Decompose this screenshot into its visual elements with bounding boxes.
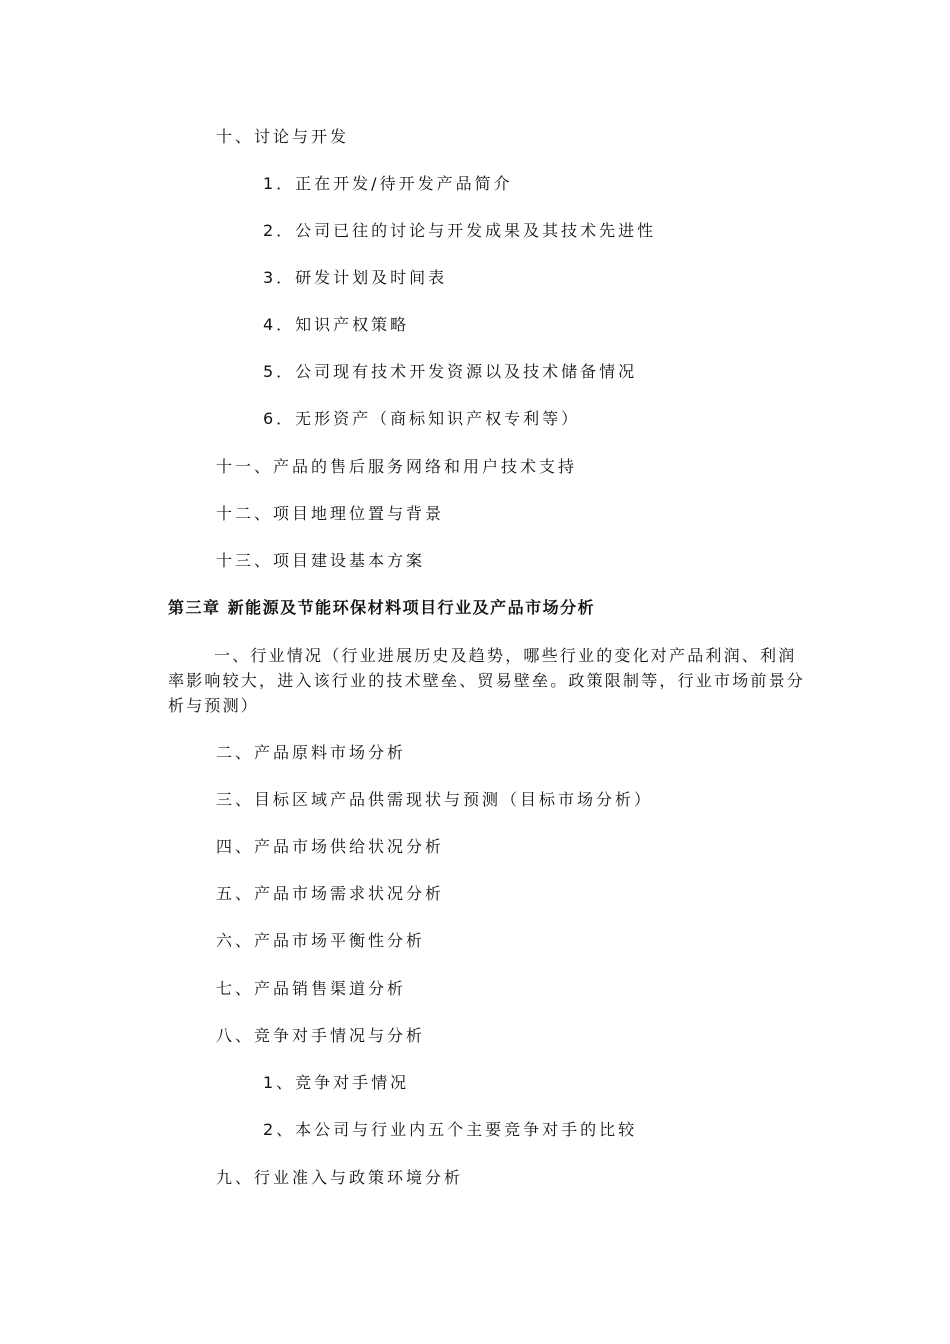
section-10-item-5: 5．公司现有技术开发资源以及技术储备情况 — [263, 362, 638, 381]
section-12-title: 十二、项目地理位置与背景 — [216, 504, 445, 523]
section-13-title: 十三、项目建设基本方案 — [216, 551, 426, 570]
section-10-item-3: 3．研发计划及时间表 — [263, 268, 448, 287]
section-10-item-1: 1．正在开发/待开发产品简介 — [263, 174, 513, 193]
section-10-item-2: 2．公司已往的讨论与开发成果及其技术先进性 — [263, 221, 657, 240]
chapter-3-intro-paragraph: 一、行业情况（行业进展历史及趋势，哪些行业的变化对产品利润、利润率影响较大，进入该行业的技术壁垒、贸易壁垒。政策限制等，行业市场前景分析与预测） — [168, 646, 806, 715]
section-10-item-4: 4．知识产权策略 — [263, 315, 410, 334]
chapter-3-item-8: 八、竞争对手情况与分析 — [216, 1026, 426, 1045]
chapter-3-item-6: 六、产品市场平衡性分析 — [216, 931, 426, 950]
chapter-3-heading: 第三章 新能源及节能环保材料项目行业及产品市场分析 — [168, 598, 596, 617]
chapter-3-sub-item-1: 1、竞争对手情况 — [263, 1073, 410, 1092]
section-10-item-6: 6．无形资产（商标知识产权专利等） — [263, 409, 581, 428]
chapter-3-item-2: 二、产品原料市场分析 — [216, 743, 407, 762]
chapter-3-item-3: 三、目标区域产品供需现状与预测（目标市场分析） — [216, 790, 654, 809]
section-11-title: 十一、产品的售后服务网络和用户技术支持 — [216, 457, 578, 476]
chapter-3-item-4: 四、产品市场供给状况分析 — [216, 837, 445, 856]
chapter-3-sub-item-2: 2、本公司与行业内五个主要竞争对手的比较 — [263, 1120, 638, 1139]
chapter-3-item-9: 九、行业准入与政策环境分析 — [216, 1168, 464, 1187]
chapter-3-item-5: 五、产品市场需求状况分析 — [216, 884, 445, 903]
section-10-title: 十、讨论与开发 — [216, 127, 350, 146]
chapter-3-item-7: 七、产品销售渠道分析 — [216, 979, 407, 998]
